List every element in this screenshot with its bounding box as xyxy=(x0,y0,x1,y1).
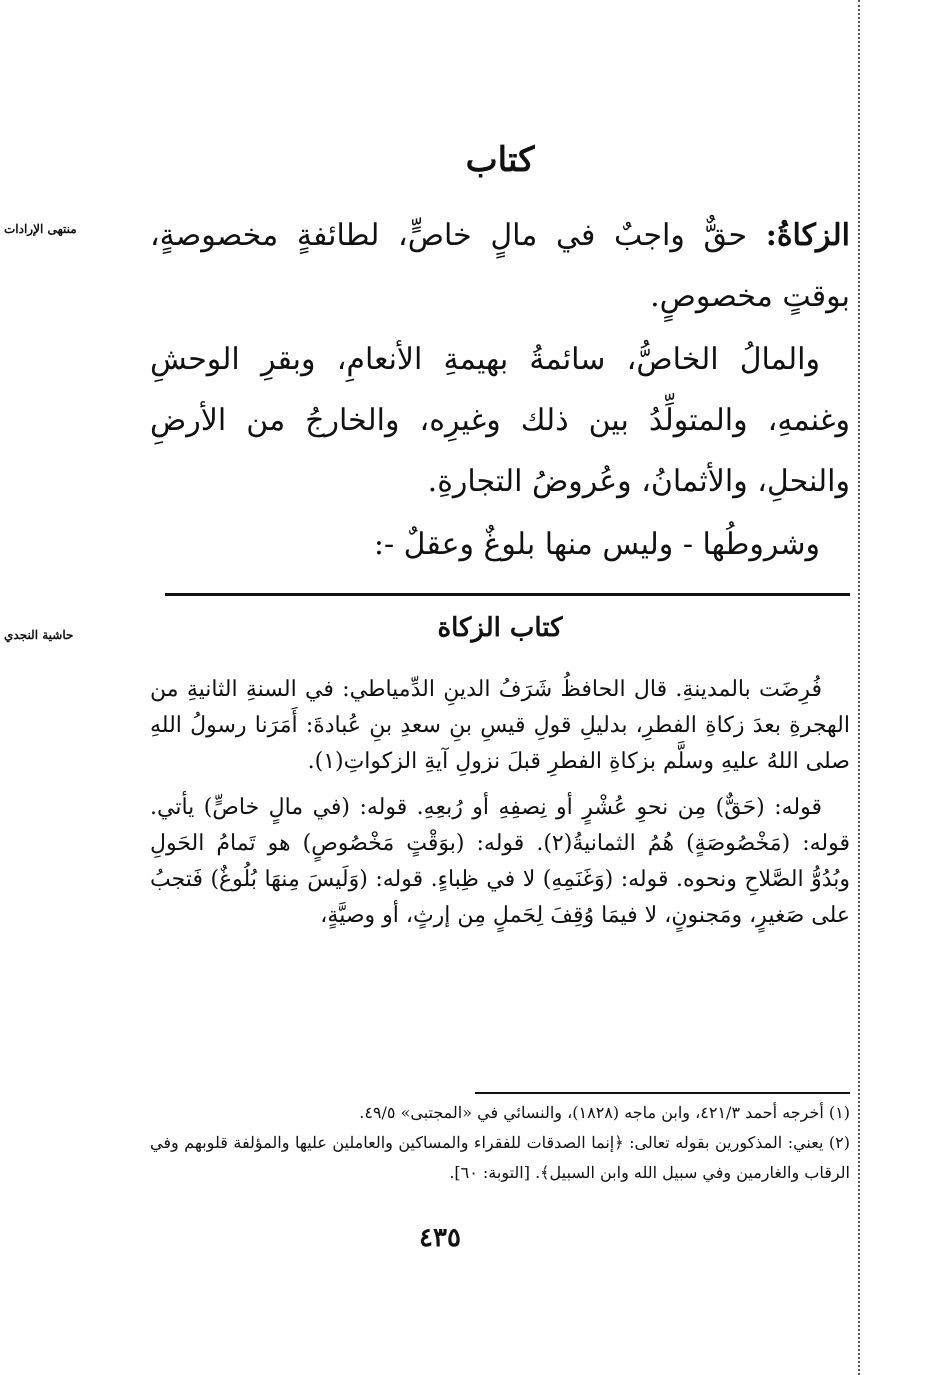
term-zakat: الزكاةُ: xyxy=(765,218,850,253)
footnote-1: (١) أخرجه أحمد ٤٢١/٣، وابن ماجه (١٨٢٨)، والنسائي في «المجتبى» ٤٩/٥. xyxy=(359,1103,850,1122)
footnote-2: (٢) يعني: المذكورين بقوله تعالى: ﴿إنما الصدقات للفقراء والمساكين والعاملين عليها والمؤلفة قلوبهم وفي الرقاب والغارمين وفي سبيل الله وابن السبيل﴾. [التوبة: ٦٠]. xyxy=(150,1133,850,1182)
main-text-block xyxy=(150,205,850,577)
commentary-paragraph-history: فُرِضَت بالمدينةِ. قال الحافظُ شَرَفُ الدينِ الدِّمياطي: في السنةِ الثانيةِ من الهجرةِ بعدَ زكاةِ الفطرِ، بدليلِ قولِ قيسِ بنِ سعدِ بنِ عُبادةَ: أَمَرَنا رسولُ اللهِ صلى اللهُ عليهِ وسلَّم بزكاةِ الفطرِ قبلَ نزولِ آيةِ الزكواتِ(١). xyxy=(150,677,850,774)
main-paragraph-definition xyxy=(150,205,850,327)
section-divider xyxy=(165,593,850,596)
commentary-block xyxy=(150,672,850,944)
main-paragraph-wealth: والمالُ الخاصُّ، سائمةُ بهيمةِ الأنعامِ، وبقرِ الوحشِ وغنمهِ، والمتولِّدُ بين ذلك وغيرِه، والخارجُ من الأرضِ والنحلِ، والأثمانُ، وعُروضُ التجارةِ. xyxy=(150,342,850,499)
side-label-main-text-source: منتهى الإرادات xyxy=(4,222,77,236)
footnotes-block xyxy=(150,1098,850,1188)
side-label-commentary-source: حاشية النجدي xyxy=(4,628,74,642)
commentary-paragraph-notes: قوله: (حَقٌّ) مِن نحوِ عُشْرٍ أو نِصفِهِ أو رُبعِهِ. قوله: (في مالٍ خاصٍّ) يأتي. قوله: (مَخْصُوصَةٍ) هُمُ الثمانيةُ(٢). قوله: (بوَقْتٍ مَخْصُوصٍ) هو تَمامُ الحَولِ وبُدُوُّ الصَّلاحِ ونحوه. قوله: (وَغَنَمِهِ) لا في ظِباءٍ. قوله: (وَلَيسَ مِنهَا بُلُوغٌ) فَتجبُ على صَغيرٍ، ومَجنونٍ، لا فيمَا وُقِفَ لِحَملٍ مِن إرثٍ، أو وصيَّةٍ، xyxy=(150,795,850,928)
commentary-title: كتاب الزكاة xyxy=(437,613,563,643)
definition-text: حقٌّ واجبٌ في مالٍ خاصٍّ، لطائفةٍ مخصوصةٍ، بوقتٍ مخصوصٍ. xyxy=(150,218,850,314)
chapter-title: كتاب xyxy=(465,140,535,180)
page-edge-dotted-line xyxy=(858,0,860,1375)
footnote-divider xyxy=(475,1092,850,1094)
page-number: ٤٣٥ xyxy=(419,1223,461,1253)
main-paragraph-conditions: وشروطُها - وليس منها بلوغٌ وعقلٌ -: xyxy=(373,527,820,562)
